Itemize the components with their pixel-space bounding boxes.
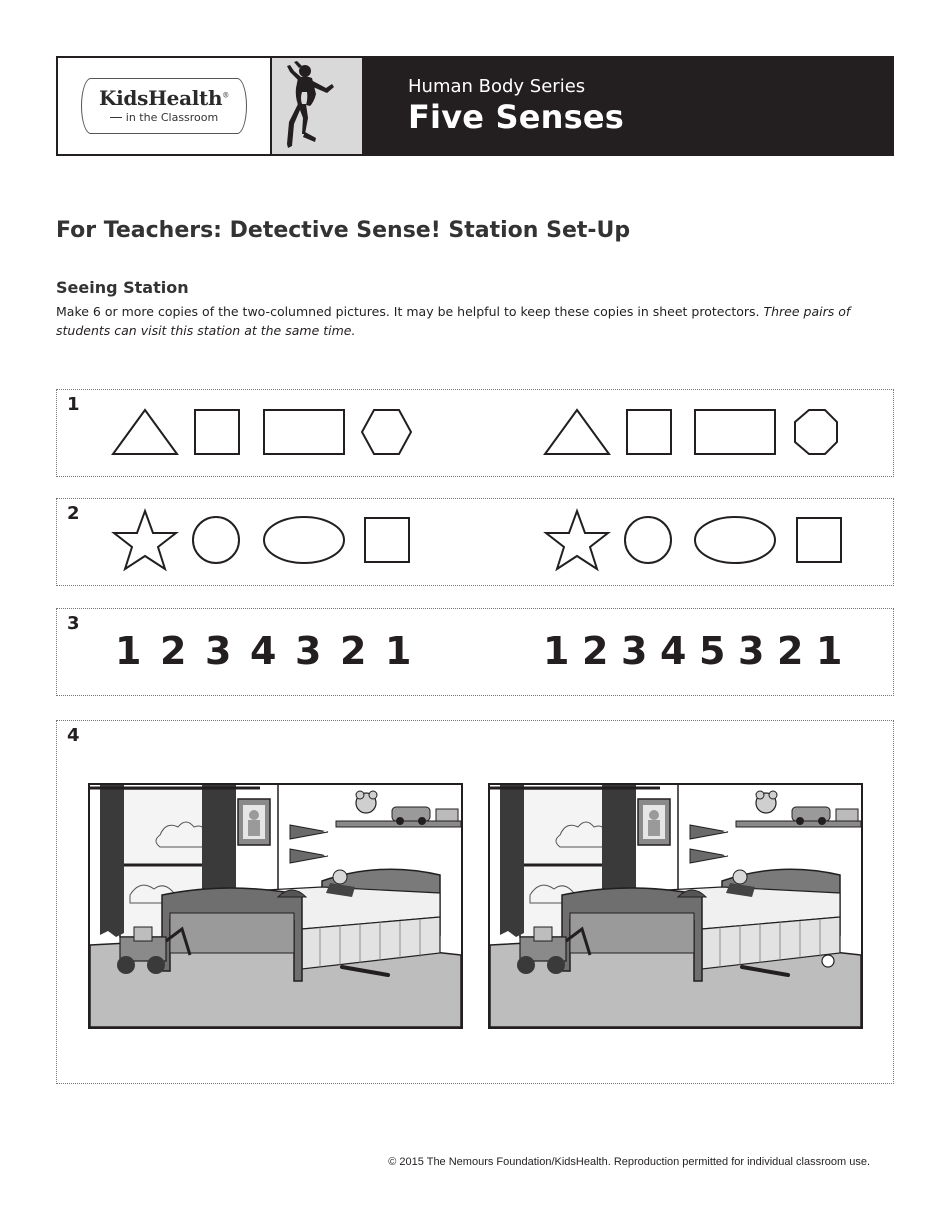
digit: 3 xyxy=(738,629,765,673)
digit: 4 xyxy=(250,629,277,673)
digit: 4 xyxy=(660,629,687,673)
title-area xyxy=(364,58,892,154)
square-shape xyxy=(365,518,409,562)
oval-shape xyxy=(695,517,775,563)
instructions xyxy=(56,302,894,340)
digit: 2 xyxy=(340,629,367,673)
oval-shape xyxy=(264,517,344,563)
bedroom-scene-left xyxy=(88,783,463,1029)
circle-shape xyxy=(193,517,239,563)
digits-right xyxy=(543,629,846,673)
square-shape xyxy=(627,410,671,454)
triangle-shape xyxy=(545,410,609,454)
panel-number: 2 xyxy=(67,503,80,524)
header-banner xyxy=(56,56,894,156)
logo-area xyxy=(58,58,272,154)
ball-difference xyxy=(822,955,834,967)
instructions-italic: Three pairs of students can visit this station at the same time. xyxy=(56,304,851,338)
circle-shape xyxy=(625,517,671,563)
digit: 1 xyxy=(115,629,142,673)
copyright-footer: © 2015 The Nemours Foundation/KidsHealth. Reproduction permitted for individual classroom use. xyxy=(388,1156,870,1168)
digit: 2 xyxy=(777,629,804,673)
digit: 1 xyxy=(543,629,570,673)
square-shape xyxy=(797,518,841,562)
pennant-label-state: STATE xyxy=(723,827,744,834)
kidshealth-logo xyxy=(81,78,247,134)
digit: 3 xyxy=(621,629,648,673)
jumping-child-figure xyxy=(272,58,364,154)
pennant-label-city: CITY xyxy=(323,851,339,858)
digit: 1 xyxy=(816,629,843,673)
panel-number: 1 xyxy=(67,394,80,415)
digit: 5 xyxy=(699,629,726,673)
section-title: Seeing Station xyxy=(56,278,189,297)
digit: 3 xyxy=(205,629,232,673)
star-shape xyxy=(114,511,176,569)
panel-number: 3 xyxy=(67,613,80,634)
panel-number: 4 xyxy=(67,725,80,746)
logo-mark: ® xyxy=(222,91,229,100)
digit: 1 xyxy=(385,629,412,673)
series-label: Human Body Series xyxy=(408,76,586,97)
logo-rule xyxy=(110,117,122,118)
panel-3 xyxy=(56,608,894,696)
main-heading: For Teachers: Detective Sense! Station Set-Up xyxy=(56,218,631,243)
page-title: Five Senses xyxy=(408,98,625,136)
shapes-row-2 xyxy=(57,499,895,587)
digit: 2 xyxy=(160,629,187,673)
instructions-text: Make 6 or more copies of the two-columned pictures. It may be helpful to keep these copies in sheet protectors. xyxy=(56,304,760,319)
logo-subtitle: in the Classroom xyxy=(125,111,219,124)
triangle-shape xyxy=(113,410,177,454)
rectangle-shape xyxy=(695,410,775,454)
digits-left xyxy=(115,629,415,673)
child-silhouette-icon xyxy=(272,58,362,154)
bedroom-illustration xyxy=(490,785,861,1027)
star-shape xyxy=(546,511,608,569)
hexagon-shape xyxy=(362,410,411,454)
digit: 3 xyxy=(295,629,322,673)
panel-1 xyxy=(56,389,894,477)
bedroom-scene-right xyxy=(488,783,863,1029)
logo-name: KidsHealth xyxy=(99,86,223,110)
octagon-shape xyxy=(795,410,837,454)
shapes-row-1 xyxy=(57,390,895,478)
bedroom-illustration xyxy=(90,785,461,1027)
digit: 2 xyxy=(582,629,609,673)
pennant-label-state: STATE xyxy=(323,827,344,834)
panel-4 xyxy=(56,720,894,1084)
pennant-label-city: CITY xyxy=(723,851,739,858)
panel-2 xyxy=(56,498,894,586)
rectangle-shape xyxy=(264,410,344,454)
square-shape xyxy=(195,410,239,454)
